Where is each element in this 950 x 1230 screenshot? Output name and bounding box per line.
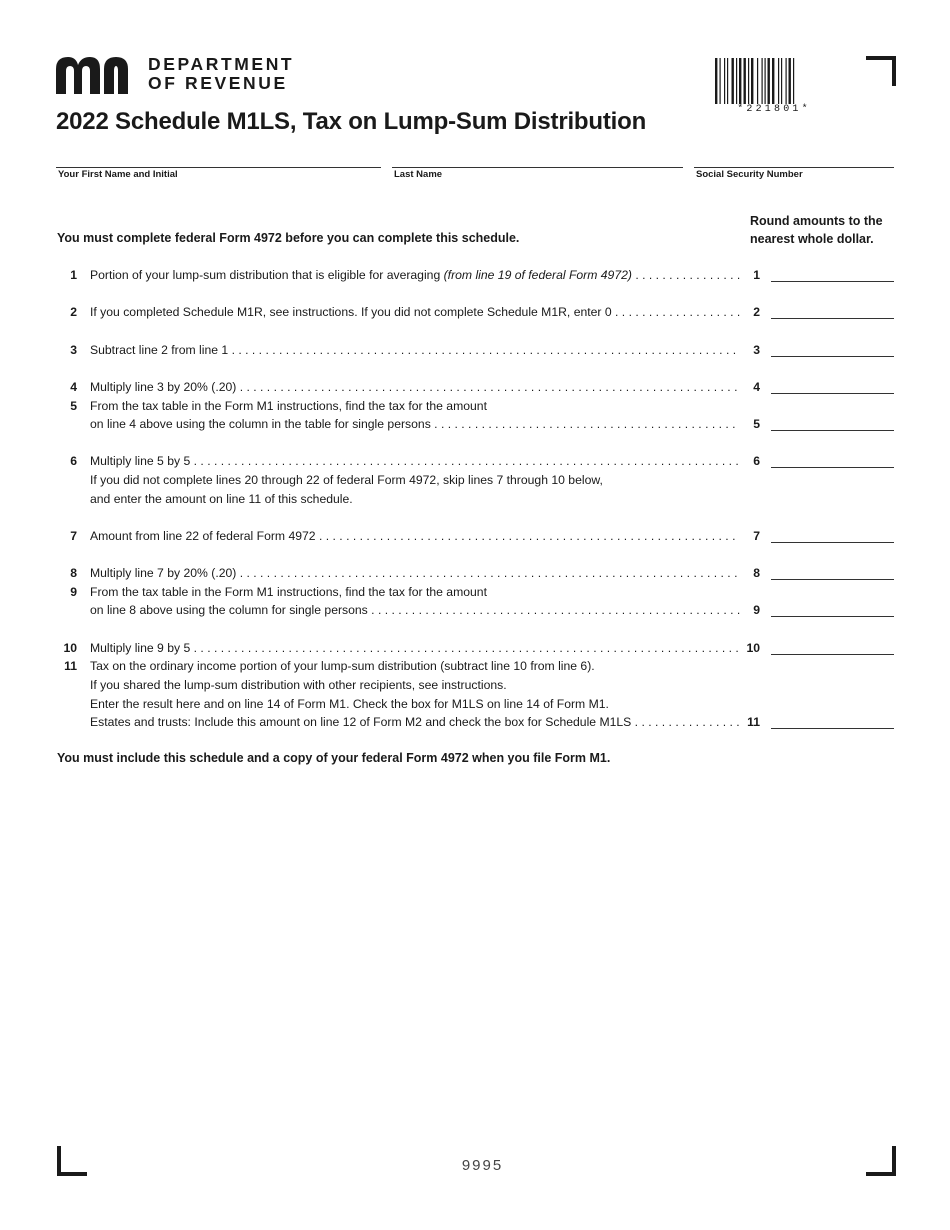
barcode-bar xyxy=(786,58,787,104)
barcode-bar xyxy=(757,58,758,104)
line-7-text: Amount from line 22 of federal Form 4972 xyxy=(90,529,316,543)
line-number-right: 11 xyxy=(747,715,760,729)
barcode-bar xyxy=(736,58,737,104)
line-5-text: on line 4 above using the column in the table for single persons xyxy=(90,417,431,431)
barcode-bar xyxy=(768,58,770,104)
line-6-amount-field[interactable] xyxy=(771,467,894,468)
line-3-amount-field[interactable] xyxy=(771,356,894,357)
corner-mark-bottom-left xyxy=(57,1146,87,1176)
barcode-bar xyxy=(739,58,741,104)
line-2-text: If you completed Schedule M1R, see instructions. If you did not complete Schedule M1R, enter 0 xyxy=(90,305,612,319)
line-number-right: 5 xyxy=(753,417,760,431)
line-number-right: 1 xyxy=(753,268,760,282)
mn-logo-icon xyxy=(56,57,136,94)
rounding-note xyxy=(750,212,900,248)
line-number: 3 xyxy=(70,343,77,357)
line-number-right: 3 xyxy=(753,343,760,357)
barcode-bar xyxy=(715,58,717,104)
line-1-source: (from line 19 of federal Form 4972) xyxy=(443,268,632,282)
first-name-field[interactable] xyxy=(56,167,381,184)
line-number-right: 9 xyxy=(753,603,760,617)
line-number-right: 8 xyxy=(753,566,760,580)
line-9-text-a: From the tax table in the Form M1 instructions, find the tax for the amount xyxy=(90,585,487,599)
department-line-2: OF REVENUE xyxy=(148,73,288,93)
barcode-bar xyxy=(778,58,779,104)
line-11-text: Estates and trusts: Include this amount on line 12 of Form M2 and check the box for Schedule M1LS xyxy=(90,715,632,729)
line-1-text: Portion of your lump-sum distribution that is eligible for averaging xyxy=(90,268,444,282)
line-4-text: Multiply line 3 by 20% (.20) xyxy=(90,380,237,394)
barcode-bar xyxy=(765,58,766,104)
line-number-right: 10 xyxy=(746,641,760,655)
barcode-bar xyxy=(720,58,721,104)
line-11-text-a: Tax on the ordinary income portion of your lump-sum distribution (subtract line 10 from line 6). xyxy=(90,659,595,673)
rounding-note-line-2: nearest whole dollar. xyxy=(750,232,874,246)
line-number: 5 xyxy=(70,399,77,413)
line-number: 9 xyxy=(70,585,77,599)
barcode-bar xyxy=(724,58,725,104)
ssn-field[interactable] xyxy=(694,167,894,184)
corner-mark-top-right xyxy=(866,56,896,86)
barcode-text: *221801* xyxy=(737,104,811,115)
line-number: 8 xyxy=(70,566,77,580)
department-line-1: DEPARTMENT xyxy=(148,54,295,74)
line-number: 6 xyxy=(70,454,77,468)
line-5-text-a: From the tax table in the Form M1 instructions, find the tax for the amount xyxy=(90,399,487,413)
line-2-amount-field[interactable] xyxy=(771,318,894,319)
line-number: 7 xyxy=(70,529,77,543)
line-number: 2 xyxy=(70,305,77,319)
line-9-amount-field[interactable] xyxy=(771,616,894,617)
corner-mark-bottom-right xyxy=(866,1146,896,1176)
barcode-bar xyxy=(727,58,728,104)
line-10-amount-field[interactable] xyxy=(771,654,894,655)
barcode-bar xyxy=(793,58,794,104)
line-7-amount-field[interactable] xyxy=(771,542,894,543)
filing-note: You must include this schedule and a copy of your federal Form 4972 when you file Form M1. xyxy=(57,751,611,765)
line-number: 10 xyxy=(63,641,77,655)
department-name xyxy=(148,55,294,93)
line-6-note-b: and enter the amount on line 11 of this schedule. xyxy=(90,492,353,506)
line-5-amount-field[interactable] xyxy=(771,430,894,431)
rounding-note-line-1: Round amounts to the xyxy=(750,214,883,228)
barcode-bar xyxy=(744,58,746,104)
line-11-text-c: Enter the result here and on line 14 of Form M1. Check the box for M1LS on line 14 of Form M1. xyxy=(90,697,609,711)
barcode xyxy=(714,58,834,104)
line-number-right: 2 xyxy=(753,305,760,319)
page-title: 2022 Schedule M1LS, Tax on Lump-Sum Distribution xyxy=(56,108,647,135)
line-11-amount-field[interactable] xyxy=(771,728,894,729)
line-4-amount-field[interactable] xyxy=(771,393,894,394)
line-8-text: Multiply line 7 by 20% (.20) xyxy=(90,566,237,580)
barcode-bar xyxy=(772,58,774,104)
line-6-note-a: If you did not complete lines 20 through 22 of federal Form 4972, skip lines 7 through 10 below, xyxy=(90,473,603,487)
last-name-label: Last Name xyxy=(394,169,443,180)
line-number-right: 7 xyxy=(753,529,760,543)
ssn-label: Social Security Number xyxy=(696,169,803,180)
barcode-bar xyxy=(748,58,749,104)
line-number: 11 xyxy=(64,659,77,673)
barcode-bar xyxy=(762,58,763,104)
line-number: 4 xyxy=(70,380,77,394)
last-name-field[interactable] xyxy=(392,167,683,184)
line-11-text-b: If you shared the lump-sum distribution with other recipients, see instructions. xyxy=(90,678,507,692)
barcode-bar xyxy=(751,58,753,104)
line-3-text: Subtract line 2 from line 1 xyxy=(90,343,229,357)
first-name-label: Your First Name and Initial xyxy=(58,169,178,180)
line-10-text: Multiply line 9 by 5 xyxy=(90,641,191,655)
barcode-bar xyxy=(789,58,791,104)
line-number-right: 4 xyxy=(753,380,760,394)
line-1-amount-field[interactable] xyxy=(771,281,894,282)
line-8-amount-field[interactable] xyxy=(771,579,894,580)
line-number-right: 6 xyxy=(753,454,760,468)
form-instruction: You must complete federal Form 4972 before you can complete this schedule. xyxy=(57,231,520,245)
line-number: 1 xyxy=(70,268,77,282)
line-6-text: Multiply line 5 by 5 xyxy=(90,454,191,468)
line-9-text: on line 8 above using the column for single persons xyxy=(90,603,368,617)
form-number: 9995 xyxy=(461,1157,504,1174)
barcode-bar xyxy=(781,58,782,104)
barcode-bar xyxy=(732,58,734,104)
